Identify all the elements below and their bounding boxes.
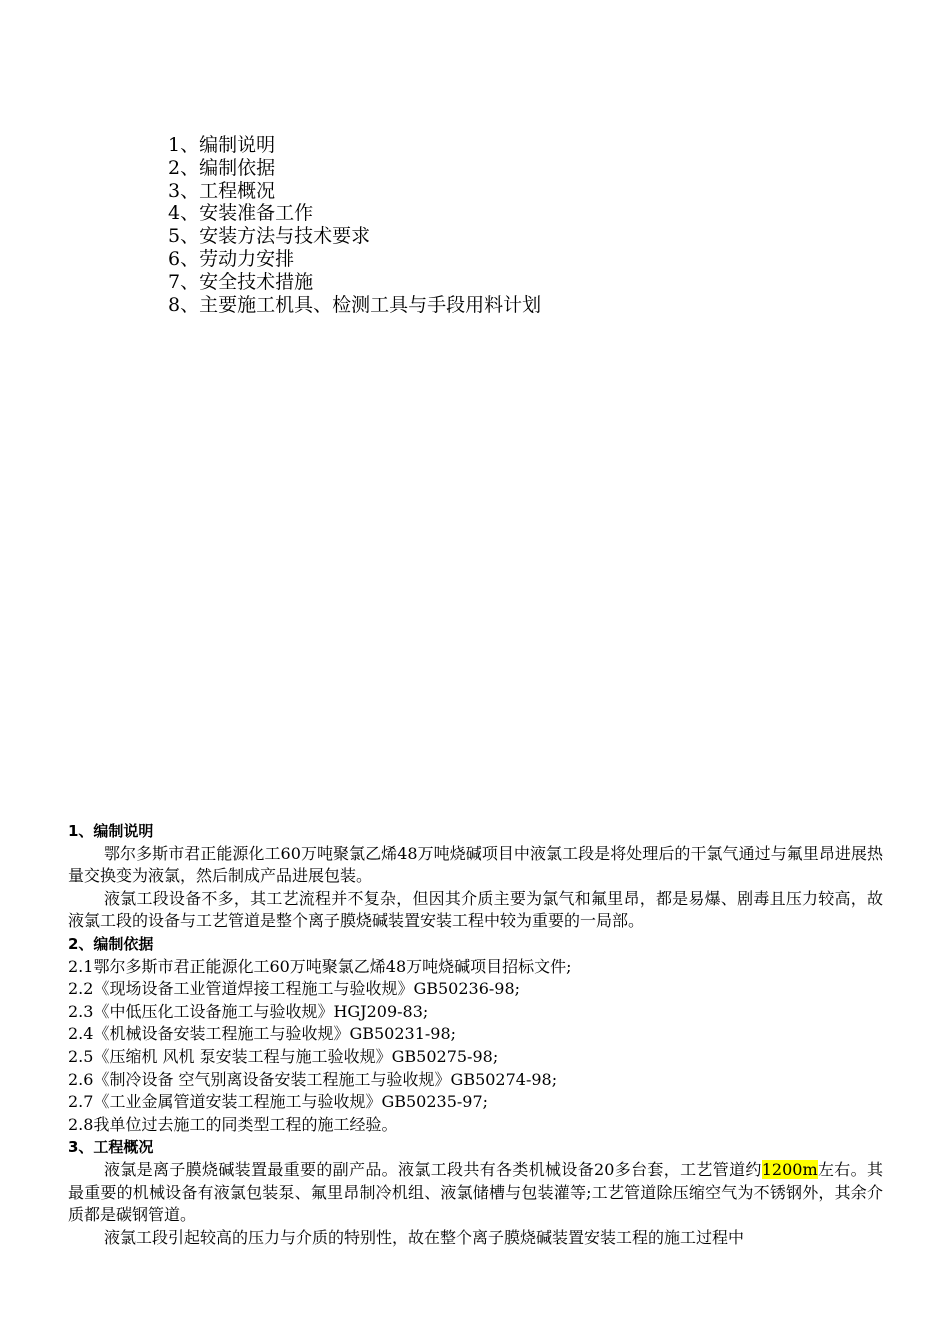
toc-item-5: 5、安装方法与技术要求 xyxy=(168,225,371,248)
reference-item: 2.3《中低压化工设备施工与验收规》HGJ209-83; xyxy=(68,1001,429,1021)
toc-item-2: 2、编制依据 xyxy=(168,156,276,179)
section1-paragraph-1: 鄂尔多斯市君正能源化工60万吨聚氯乙烯48万吨烧碱项目中液氯工段是将处理后的干氯气通过与氟里昂进展热量交换变为液氯，然后制成产品进展包装。 xyxy=(68,843,883,886)
section-heading-2: 2、编制依据 xyxy=(68,934,154,953)
toc-item-3: 3、工程概况 xyxy=(168,179,276,202)
section-heading-3: 3、工程概况 xyxy=(68,1138,154,1157)
reference-item: 2.1鄂尔多斯市君正能源化工60万吨聚氯乙烯48万吨烧碱项目招标文件; xyxy=(68,956,572,976)
paragraph-text: 左右。其最重要的机械设备有液氯包装泵、氟里昂制冷机组、液氯储槽与包装灌等;工艺管道除压缩空气为不锈钢外，其余介质都是碳钢管道。 xyxy=(68,1159,883,1225)
toc-item-1: 1、编制说明 xyxy=(168,134,276,156)
reference-item: 2.7《工业金属管道安装工程施工与验收规》GB50235-97; xyxy=(68,1092,489,1112)
section-heading-1: 1、编制说明 xyxy=(68,822,154,840)
paragraph-text: 液氯是离子膜烧碱装置最重要的副产品。液氯工段共有各类机械设备20多台套，工艺管道约 xyxy=(104,1159,762,1179)
reference-item: 2.8我单位过去施工的同类型工程的施工经验。 xyxy=(68,1114,398,1134)
toc-item-6: 6、劳动力安排 xyxy=(168,247,295,270)
toc-item-7: 7、安全技术措施 xyxy=(168,270,314,293)
toc-item-4: 4、安装准备工作 xyxy=(168,202,314,225)
reference-item: 2.4《机械设备安装工程施工与验收规》GB50231-98; xyxy=(68,1024,457,1044)
document-body xyxy=(68,820,883,1249)
toc-item-8: 8、主要施工机具、检测工具与手段用料计划 xyxy=(168,293,542,316)
table-of-contents xyxy=(168,134,541,316)
reference-item: 2.6《制冷设备 空气别离设备安装工程施工与验收规》GB50274-98; xyxy=(68,1069,558,1089)
section3-paragraph-1 xyxy=(68,1159,883,1227)
section1-paragraph-2: 液氯工段设备不多，其工艺流程并不复杂，但因其介质主要为氯气和氟里昂，都是易爆、剧毒且压力较高，故液氯工段的设备与工艺管道是整个离子膜烧碱装置安装工程中较为重要的一局部。 xyxy=(68,888,883,931)
section3-paragraph-2: 液氯工段引起较高的压力与介质的特别性，故在整个离子膜烧碱装置安装工程的施工过程中 xyxy=(104,1227,745,1247)
highlighted-text: 1200m xyxy=(761,1159,818,1179)
reference-item: 2.5《压缩机 风机 泵安装工程与施工验收规》GB50275-98; xyxy=(68,1046,499,1066)
reference-item: 2.2《现场设备工业管道焊接工程施工与验收规》GB50236-98; xyxy=(68,979,521,999)
